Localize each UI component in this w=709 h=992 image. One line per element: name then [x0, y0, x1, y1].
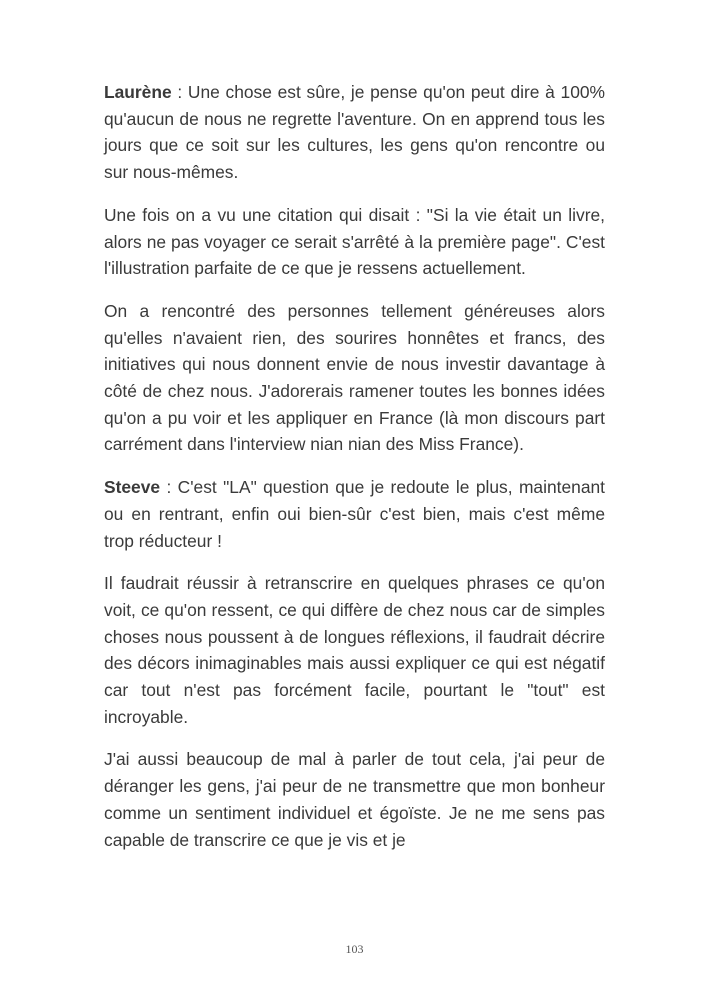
paragraph-text: Une fois on a vu une citation qui disait : "Si la vie était un livre, alors ne pas voyager ce serait s'arrêté à la première page". C'est l'illustration parfaite de ce que je ressens actuellement. — [104, 204, 605, 279]
speaker-name: Laurène — [104, 82, 172, 102]
document-body — [104, 79, 605, 869]
paragraph-rencontres — [104, 298, 605, 458]
paragraph-parler — [104, 746, 605, 853]
paragraph-text: : Une chose est sûre, je pense qu'on peut dire à 100% qu'aucun de nous ne regrette l'aventure. On en apprend tous les jours que ce soit sur les cultures, les gens qu'on rencontre ou sur nous-mêmes. — [104, 82, 605, 183]
paragraph-text: Il faudrait réussir à retranscrire en quelques phrases ce qu'on voit, ce qu'on ressent, ce qui diffère de chez nous car de simples choses nous poussent à de longues réflexions, il faudrait décrire des décors inimaginables mais aussi expliquer ce qui est négatif car tout n'est pas forcément facile, pourtant le "tout" est incroyable. — [104, 573, 605, 727]
paragraph-citation — [104, 202, 605, 282]
paragraph-laurene-intro — [104, 79, 605, 186]
speaker-name: Steeve — [104, 477, 161, 498]
paragraph-retranscrire — [104, 570, 605, 730]
page-number: 103 — [345, 942, 364, 956]
paragraph-text: On a rencontré des personnes tellement généreuses alors qu'elles n'avaient rien, des sourires honnêtes et francs, des initiatives qui nous donnent envie de nous investir davantage à côté de chez nous. J'adorerais ramener toutes les bonnes idées qu'on a pu voir et les appliquer en France (là mon discours part carrément dans l'interview nian nian des Miss France). — [104, 300, 605, 455]
paragraph-steeve-intro — [104, 474, 605, 554]
paragraph-text: J'ai aussi beaucoup de mal à parler de tout cela, j'ai peur de déranger les gens, j'ai peur de ne transmettre que mon bonheur comme un sentiment individuel et égoïste. Je ne me sens pas capable de transcrire ce que je vis et je — [104, 749, 605, 850]
paragraph-text: : C'est "LA" question que je redoute le plus, maintenant ou en rentrant, enfin oui bien-sûr c'est bien, mais c'est même trop réducteur ! — [104, 477, 605, 551]
